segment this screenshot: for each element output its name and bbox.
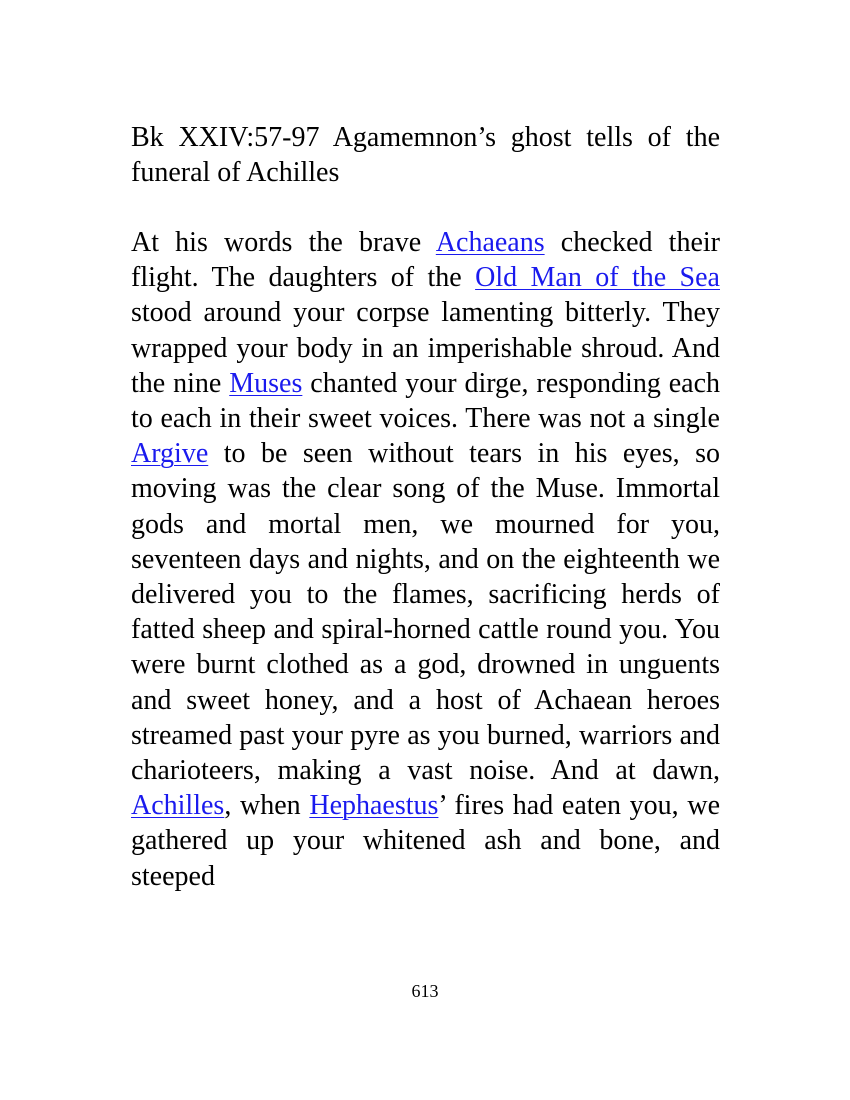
link-old-man-of-the-sea[interactable]: Old Man of the Sea [475,262,720,294]
link-achaeans[interactable]: Achaeans [435,227,545,258]
link-muses[interactable]: Muses [229,367,303,399]
link-achilles[interactable]: Achilles [131,790,225,822]
link-argive[interactable]: Argive [131,438,209,470]
section-heading: Bk XXIV:57-97 Agamemnon’s ghost tells of the funeral of Achilles [131,122,720,189]
text-segment: stood around your corpse lamenting bitterly. They wrapped your body in an imperishable shroud. And the nine [131,297,720,399]
text-segment: , when [224,790,310,822]
body-text [131,225,720,894]
text-segment: checked their flight. The daughters of the [131,227,720,294]
page-number: 613 [411,981,439,1001]
text-segment: to be seen without tears in his eyes, so moving was the clear song of the Muse. Immortal gods and mortal men, we mourned for you, seventeen days and nights, and on the eighteenth we delivered you to the flames, sacrificing herds of fatted sheep and spiral-horned cattle round you. You were burnt clothed as a god, drowned in unguents and sweet honey, and a host of Achaean heroes streamed past your pyre as you burned, warriors and charioteers, making a vast noise. And at dawn, [131,438,720,787]
link-hephaestus[interactable]: Hephaestus [309,790,439,822]
paragraph [131,225,720,894]
text-segment: chanted your dirge, responding each to each in their sweet voices. There was not a single [131,367,721,435]
text-segment: At his words the brave [131,227,436,258]
text-segment: ’ fires had eaten you, we gathered up your whitened ash and bone, and steeped [131,790,720,892]
